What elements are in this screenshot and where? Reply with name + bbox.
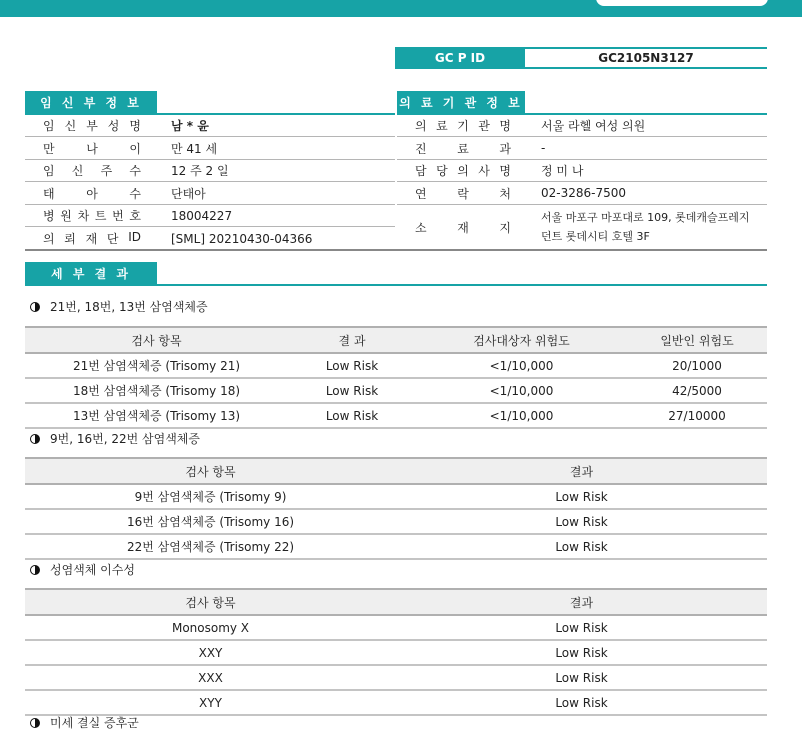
subject-risk: <1/10,000 bbox=[416, 403, 627, 428]
result: Low Risk bbox=[396, 615, 767, 640]
info-value: 만 41 세 bbox=[171, 141, 218, 156]
column-header: 검사 항목 bbox=[25, 589, 396, 615]
half-circle-bullet-icon bbox=[30, 718, 40, 728]
table-row bbox=[25, 403, 767, 428]
trisomy-9-16-22-table bbox=[25, 457, 767, 560]
info-row bbox=[397, 160, 767, 182]
table-row bbox=[25, 615, 767, 640]
result: Low Risk bbox=[396, 665, 767, 690]
result: Low Risk bbox=[288, 378, 416, 403]
section-heading-trisomy-21-18-13: 21번, 18번, 13번 삼염색체증 bbox=[30, 298, 208, 315]
test-item: XXX bbox=[25, 665, 396, 690]
general-risk: 20/1000 bbox=[627, 353, 767, 378]
info-row bbox=[397, 183, 767, 205]
general-risk: 27/10000 bbox=[627, 403, 767, 428]
gcpid-value: GC2105N3127 bbox=[525, 47, 767, 69]
result: Low Risk bbox=[396, 640, 767, 665]
test-item: 18번 삼염색체증 (Trisomy 18) bbox=[25, 378, 288, 403]
half-circle-bullet-icon bbox=[30, 565, 40, 575]
info-value: 남 * 윤 bbox=[171, 119, 209, 133]
gcpid-label: GC P ID bbox=[395, 47, 525, 69]
table-row bbox=[25, 690, 767, 715]
info-label: 병 원 차 트 번 호 bbox=[43, 209, 141, 224]
info-label: 의 료 기 관 명 bbox=[415, 119, 511, 133]
info-row bbox=[25, 160, 395, 182]
test-item: XXY bbox=[25, 640, 396, 665]
info-value: 02-3286-7500 bbox=[541, 186, 627, 201]
table-row bbox=[25, 484, 767, 509]
info-label: 진 료 과 bbox=[415, 141, 511, 156]
table-row bbox=[25, 640, 767, 665]
result: Low Risk bbox=[396, 534, 767, 559]
info-table-bottom-rule bbox=[25, 249, 767, 251]
general-risk: 42/5000 bbox=[627, 378, 767, 403]
info-label: 의 뢰 재 단 ID bbox=[43, 230, 141, 246]
info-value: [SML] 20210430-04366 bbox=[171, 231, 313, 246]
column-header: 결과 bbox=[396, 589, 767, 615]
section-heading-trisomy-9-16-22: 9번, 16번, 22번 삼염색체증 bbox=[30, 430, 200, 447]
info-row bbox=[25, 205, 395, 227]
detail-results-title: 세 부 결 과 bbox=[25, 262, 157, 284]
test-item: 21번 삼염색체증 (Trisomy 21) bbox=[25, 353, 288, 378]
info-label: 임 신 주 수 bbox=[43, 164, 141, 179]
test-item: 22번 삼염색체증 (Trisomy 22) bbox=[25, 534, 396, 559]
info-value: - bbox=[541, 141, 546, 156]
column-header: 검사대상자 위험도 bbox=[416, 327, 627, 353]
column-header: 결 과 bbox=[288, 327, 416, 353]
info-label: 태 아 수 bbox=[43, 186, 141, 201]
info-label: 임 신 부 성 명 bbox=[43, 119, 141, 133]
column-header: 일반인 위험도 bbox=[627, 327, 767, 353]
address-value: 서울 마포구 마포대로 109, 롯데캐슬프레지 던트 롯데시티 호텔 3F bbox=[541, 211, 750, 243]
section-heading-microdeletion: 미세 결실 증후군 bbox=[30, 714, 139, 731]
half-circle-bullet-icon bbox=[30, 434, 40, 444]
info-label: 연 락 처 bbox=[415, 186, 511, 201]
section-heading-sex-chromosome: 성염색체 이수성 bbox=[30, 561, 135, 578]
test-item: Monosomy X bbox=[25, 615, 396, 640]
info-label: 소 재 지 bbox=[415, 220, 511, 235]
info-row bbox=[397, 138, 767, 160]
table-row bbox=[25, 509, 767, 534]
info-value: 18004227 bbox=[171, 208, 233, 223]
subject-risk: <1/10,000 bbox=[416, 353, 627, 378]
info-label: 담 당 의 사 명 bbox=[415, 164, 511, 179]
test-item: 13번 삼염색체증 (Trisomy 13) bbox=[25, 403, 288, 428]
column-header: 결과 bbox=[396, 458, 767, 484]
column-header: 검사 항목 bbox=[25, 458, 396, 484]
detail-results-rule bbox=[25, 284, 767, 286]
info-row bbox=[25, 228, 395, 250]
hospital-info-title: 의 료 기 관 정 보 bbox=[397, 91, 525, 113]
info-row bbox=[397, 115, 767, 137]
table-row bbox=[25, 534, 767, 559]
result: Low Risk bbox=[396, 509, 767, 534]
trisomy-21-18-13-table bbox=[25, 326, 767, 429]
pregnant-info-title: 임 신 부 정 보 bbox=[25, 91, 157, 113]
info-row-address bbox=[397, 205, 767, 249]
test-item: XYY bbox=[25, 690, 396, 715]
result: Low Risk bbox=[288, 353, 416, 378]
info-label: 만 나 이 bbox=[43, 141, 141, 156]
info-row bbox=[25, 183, 395, 205]
column-header: 검사 항목 bbox=[25, 327, 288, 353]
result: Low Risk bbox=[288, 403, 416, 428]
result: Low Risk bbox=[396, 690, 767, 715]
info-value: 단태아 bbox=[171, 186, 206, 201]
test-item: 16번 삼염색체증 (Trisomy 16) bbox=[25, 509, 396, 534]
result: Low Risk bbox=[396, 484, 767, 509]
info-row bbox=[25, 115, 395, 137]
table-row bbox=[25, 353, 767, 378]
info-value: 정 미 나 bbox=[541, 164, 584, 179]
info-value: 12 주 2 일 bbox=[171, 164, 229, 179]
half-circle-bullet-icon bbox=[30, 302, 40, 312]
table-row bbox=[25, 665, 767, 690]
table-row bbox=[25, 378, 767, 403]
top-banner-tab bbox=[596, 0, 768, 6]
test-item: 9번 삼염색체증 (Trisomy 9) bbox=[25, 484, 396, 509]
sex-chromosome-table bbox=[25, 588, 767, 716]
subject-risk: <1/10,000 bbox=[416, 378, 627, 403]
info-value: 서울 라헬 여성 의원 bbox=[541, 119, 646, 133]
info-row bbox=[25, 138, 395, 160]
